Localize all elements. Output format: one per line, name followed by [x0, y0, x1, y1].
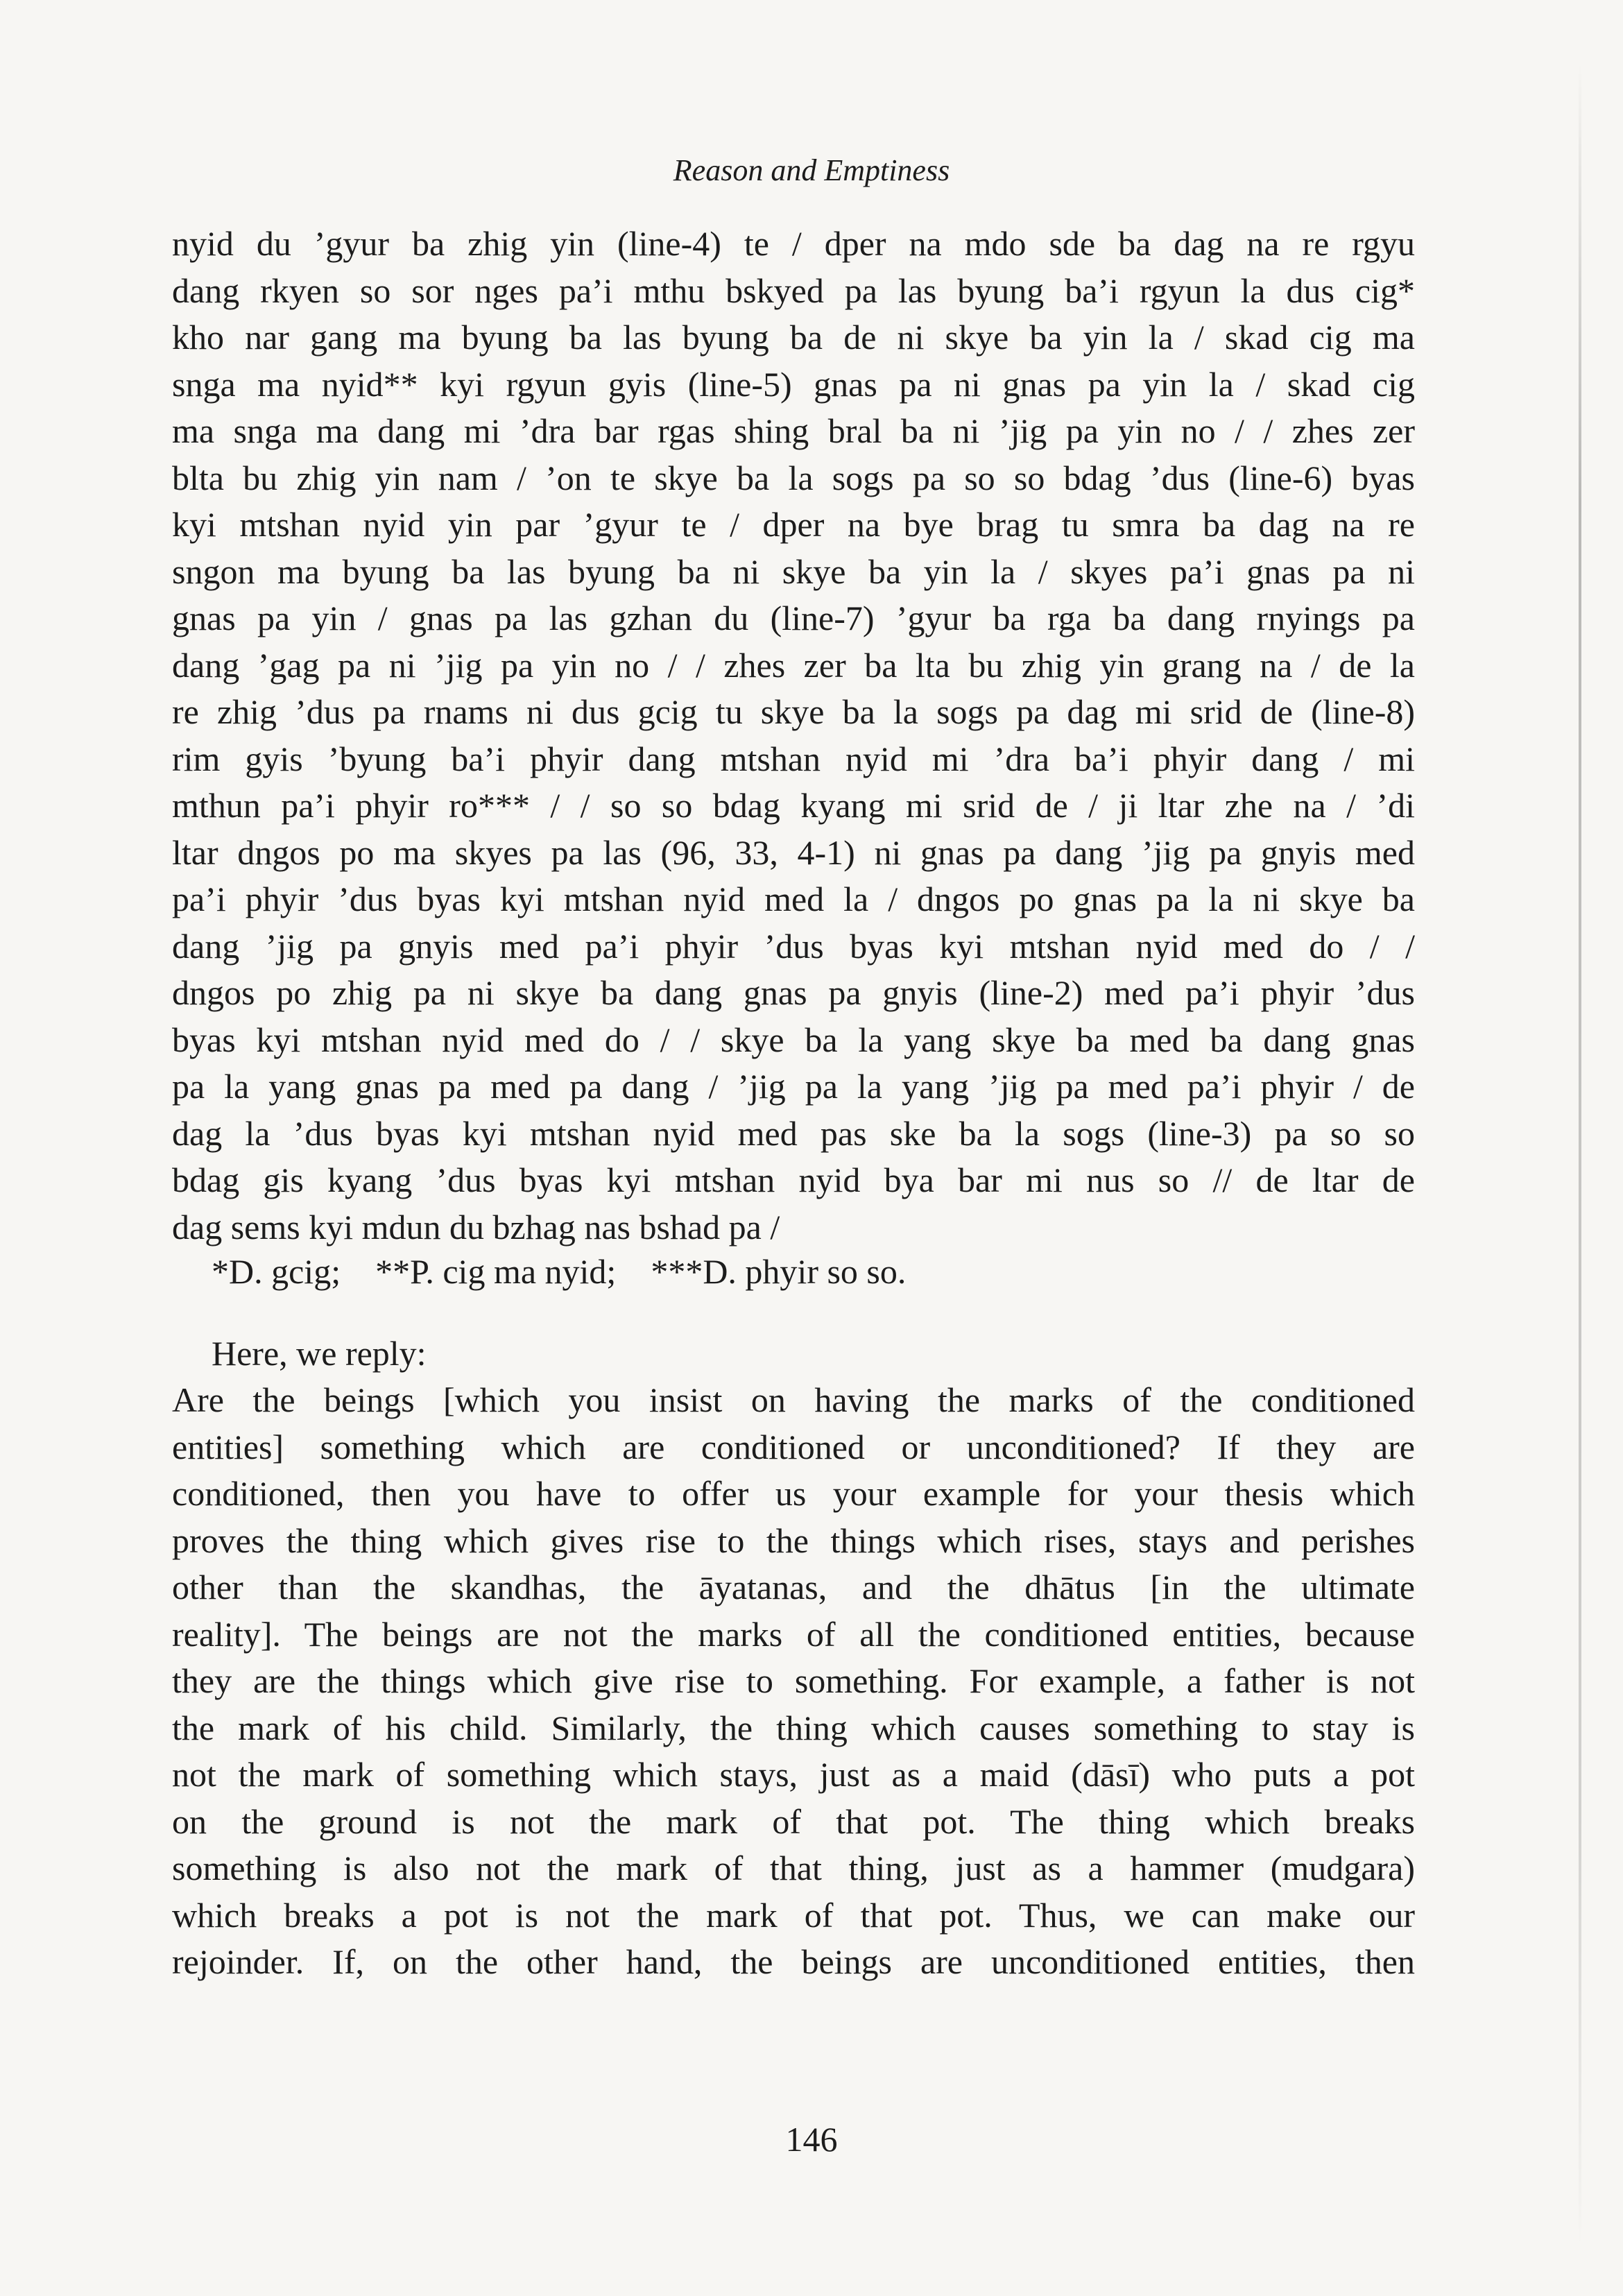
text-line: entities] something which are conditioned or unconditioned? If they are — [172, 1427, 1415, 1466]
text-line: byas kyi mtshan nyid med do / / skye ba la yang skye ba med ba dang gnas — [172, 1020, 1415, 1059]
text-line: kho nar gang ma byung ba las byung ba de ni skye ba yin la / skad cig ma — [172, 318, 1415, 357]
page-edge-shadow — [1579, 62, 1581, 2247]
text-line: something is also not the mark of that thing, just as a hammer (mudgara) — [172, 1849, 1415, 1887]
text-line: dang ’jig pa gnyis med pa’i phyir ’dus byas kyi mtshan nyid med do / / — [172, 926, 1415, 966]
text-line: dag sems kyi mdun du bzhag nas bshad pa / — [172, 1207, 780, 1246]
text-line: gnas pa yin / gnas pa las gzhan du (line-7) ’gyur ba rga ba dang rnyings pa — [172, 599, 1415, 637]
tibetan-passage — [172, 221, 1415, 1251]
text-line: ltar dngos po ma skyes pa las (96, 33, 4-1) ni gnas pa dang ’jig pa gnyis med — [172, 832, 1415, 872]
text-line: rim gyis ’byung ba’i phyir dang mtshan nyid mi ’dra ba’i phyir dang / mi — [172, 739, 1415, 778]
text-line: bdag gis kyang ’dus byas kyi mtshan nyid bya bar mi nus so // de ltar de — [172, 1160, 1415, 1199]
text-line: rejoinder. If, on the other hand, the beings are unconditioned entities, then — [172, 1942, 1415, 1981]
text-line: dang rkyen so sor nges pa’i mthu bskyed pa las byung ba’i rgyun la dus cig* — [172, 271, 1415, 310]
text-line: pa’i phyir ’dus byas kyi mtshan nyid med la / dngos po gnas pa la ni skye ba — [172, 880, 1415, 918]
text-line: ma snga ma dang mi ’dra bar rgas shing bral ba ni ’jig pa yin no / / zhes zer — [172, 411, 1415, 450]
text-line: re zhig ’dus pa rnams ni dus gcig tu skye ba la sogs pa dag mi srid de (line-8) — [172, 692, 1415, 731]
note-d: *D. gcig; — [212, 1252, 341, 1291]
text-line: dngos po zhig pa ni skye ba dang gnas pa gnyis (line-2) med pa’i phyir ’dus — [172, 973, 1415, 1012]
note-d2: ***D. phyir so so. — [651, 1252, 907, 1291]
text-line: proves the thing which gives rise to the things which rises, stays and perishes — [172, 1520, 1415, 1560]
text-line: on the ground is not the mark of that pot. The thing which breaks — [172, 1801, 1415, 1841]
text-line: mthun pa’i phyir ro*** / / so so bdag kyang mi srid de / ji ltar zhe na / ’di — [172, 786, 1415, 825]
reply-label: Here, we reply: — [212, 1334, 427, 1373]
text-line: snga ma nyid** kyi rgyun gyis (line-5) gnas pa ni gnas pa yin la / skad cig — [172, 364, 1415, 404]
text-line: blta bu zhig yin nam / ’on te skye ba la sogs pa so so bdag ’dus (line-6) byas — [172, 458, 1415, 497]
text-line: nyid du ’gyur ba zhig yin (line-4) te / dper na mdo sde ba dag na re rgyu — [172, 224, 1415, 263]
text-line: pa la yang gnas pa med pa dang / ’jig pa la yang ’jig pa med pa’i phyir / de — [172, 1067, 1415, 1106]
running-head: Reason and Emptiness — [673, 153, 950, 187]
text-line: which breaks a pot is not the mark of that pot. Thus, we can make our — [172, 1895, 1415, 1935]
text-line: other than the skandhas, the āyatanas, and the dhātus [in the ultimate — [172, 1568, 1415, 1607]
text-line: they are the things which give rise to something. For example, a father is not — [172, 1661, 1415, 1700]
textual-notes — [212, 1249, 906, 1295]
english-passage — [172, 1377, 1415, 1986]
text-line: Are the beings [which you insist on having the marks of the conditioned — [172, 1380, 1415, 1419]
text-line: the mark of his child. Similarly, the thing which causes something to stay is — [172, 1708, 1415, 1747]
text-line: sngon ma byung ba las byung ba ni skye ba yin la / skyes pa’i gnas pa ni — [172, 551, 1415, 591]
text-line: not the mark of something which stays, just as a maid (dāsī) who puts a pot — [172, 1755, 1415, 1794]
note-p: **P. cig ma nyid; — [375, 1252, 617, 1291]
text-line: conditioned, then you have to offer us your example for your thesis which — [172, 1474, 1415, 1513]
page-number: 146 — [785, 2120, 838, 2159]
text-line: reality]. The beings are not the marks of all the conditioned entities, because — [172, 1614, 1415, 1654]
text-line: dag la ’dus byas kyi mtshan nyid med pas ske ba la sogs (line-3) pa so so — [172, 1113, 1415, 1153]
text-line: kyi mtshan nyid yin par ’gyur te / dper na bye brag tu smra ba dag na re — [172, 505, 1415, 544]
text-line: dang ’gag pa ni ’jig pa yin no / / zhes zer ba lta bu zhig yin grang na / de la — [172, 645, 1415, 685]
